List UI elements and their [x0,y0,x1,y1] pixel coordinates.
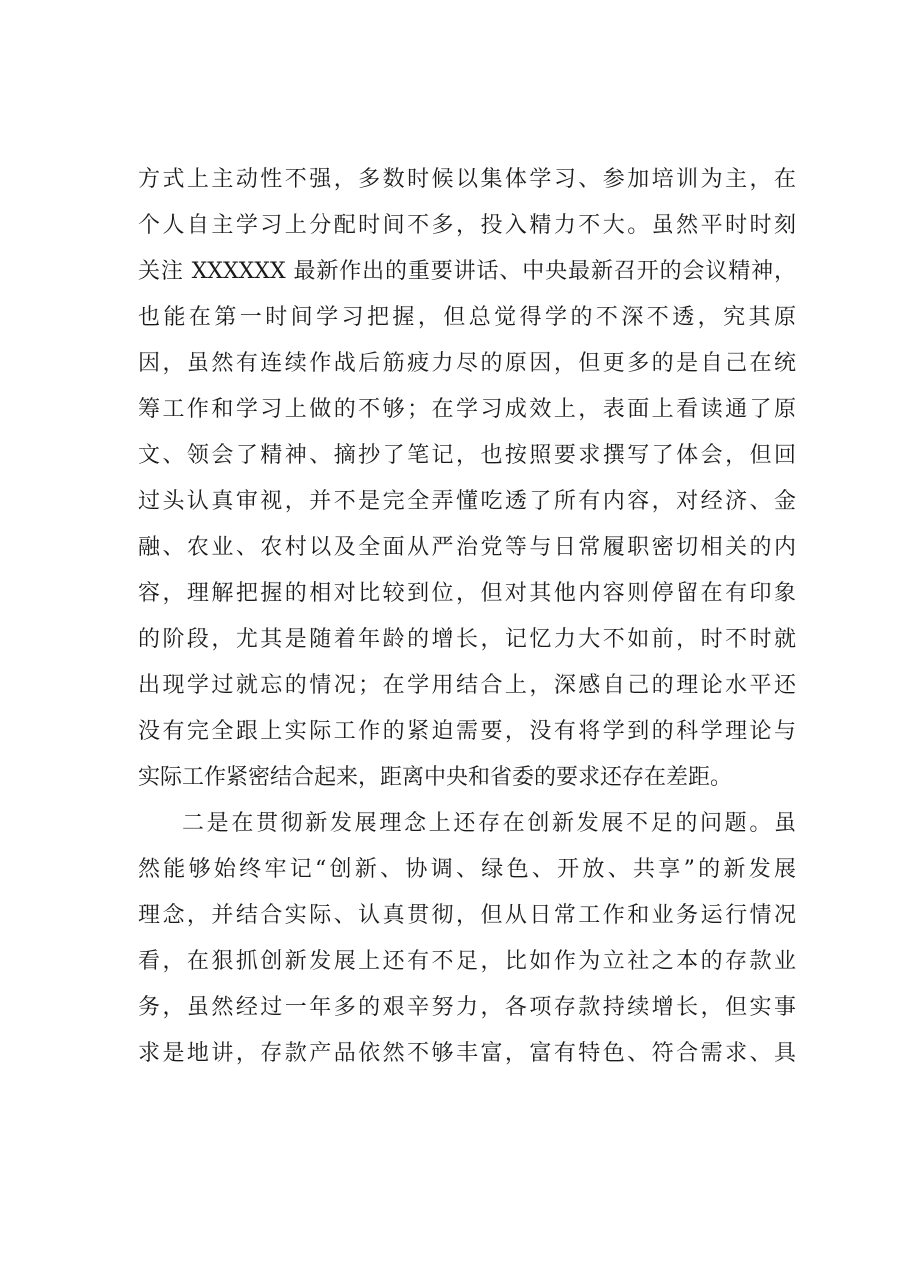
text-line: 理念，并结合实际、认真贯彻，但从日常工作和业务运行情况 [138,903,796,928]
text-line: 筹工作和学习上做的不够；在学习成效上，表面上看读通了原 [138,397,796,422]
text-line: 的阶段，尤其是随着年龄的增长，记忆力大不如前，时不时就 [138,627,796,652]
text-line: 也能在第一时间学习把握，但总觉得学的不深不透，究其原 [138,305,796,330]
text-line: 因，虽然有连续作战后筋疲力尽的原因，但更多的是自己在统 [138,351,796,376]
text-line: 关注 XXXXXX 最新作出的重要讲话、中央最新召开的会议精神， [138,259,796,284]
paragraph-start-line: 二是在贯彻新发展理念上还存在创新发展不足的问题。虽 [182,811,796,836]
text-line: 文、领会了精神、摘抄了笔记，也按照要求撰写了体会，但回 [138,443,796,468]
text-line: 出现学过就忘的情况；在学用结合上，深感自己的理论水平还 [138,673,796,698]
text-line: 方式上主动性不强，多数时候以集体学习、参加培训为主，在 [138,167,796,192]
text-line: 过头认真审视，并不是完全弄懂吃透了所有内容，对经济、金 [138,489,796,514]
text-line: 务，虽然经过一年多的艰辛努力，各项存款持续增长，但实事 [138,995,796,1020]
text-line: 求是地讲，存款产品依然不够丰富，富有特色、符合需求、具 [138,1041,796,1066]
text-line: 融、农业、农村以及全面从严治党等与日常履职密切相关的内 [138,535,796,560]
text-line: 个人自主学习上分配时间不多，投入精力不大。虽然平时时刻 [138,213,796,238]
text-line: 没有完全跟上实际工作的紧迫需要，没有将学到的科学理论与 [138,719,796,744]
text-line: 然能够始终牢记“创新、协调、绿色、开放、共享”的新发展 [138,857,796,882]
paragraph-end-line: 实际工作紧密结合起来，距离中央和省委的要求还存在差距。 [138,765,733,790]
text-line: 看，在狠抓创新发展上还有不足，比如作为立社之本的存款业 [138,949,796,974]
text-line: 容，理解把握的相对比较到位，但对其他内容则停留在有印象 [138,581,796,606]
